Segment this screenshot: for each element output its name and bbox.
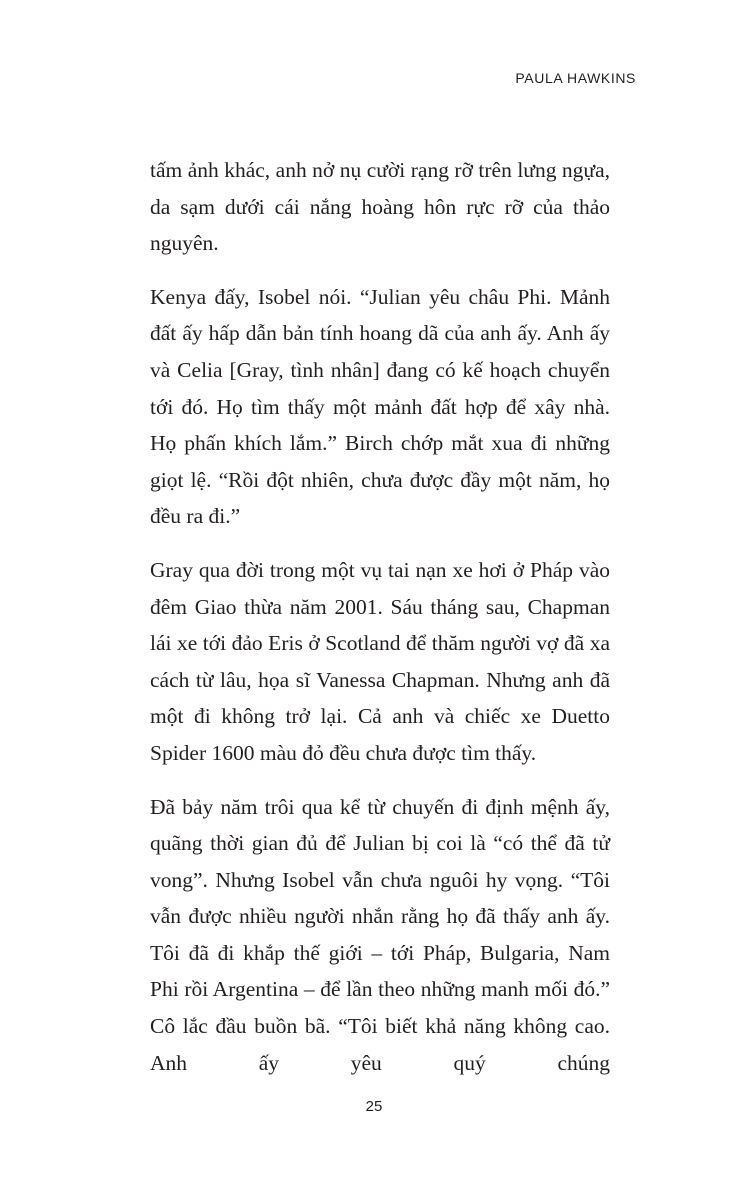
running-header-author: PAULA HAWKINS: [515, 70, 636, 86]
paragraph-3: Gray qua đời trong một vụ tai nạn xe hơi ở Pháp vào đêm Giao thừa năm 2001. Sáu tháng sau, Chapman lái xe tới đảo Eris ở Scotland để thăm người vợ đã xa cách từ lâu, họa sĩ Vanessa Chapman. Nhưng anh đã một đi không trở lại. Cả anh và chiếc xe Duetto Spider 1600 màu đỏ đều chưa được tìm thấy.: [150, 557, 610, 765]
paragraph-4: Đã bảy năm trôi qua kể từ chuyến đi định mệnh ấy, quãng thời gian đủ để Julian bị coi là “có thể đã tử vong”. Nhưng Isobel vẫn chưa nguôi hy vọng. “Tôi vẫn được nhiều người nhắn rằng họ đã thấy anh ấy. Tôi đã đi khắp thế giới – tới Pháp, Bulgaria, Nam Phi rồi Argentina – để lần theo những manh mối đó.” Cô lắc đầu buồn bã. “Tôi biết khả năng không cao. Anh ấy yêu quý chúng: [150, 794, 610, 1075]
paragraph-1: tấm ảnh khác, anh nở nụ cười rạng rỡ trên lưng ngựa, da sạm dưới cái nắng hoàng hôn rực rỡ của thảo nguyên.: [150, 158, 610, 256]
body-text: [150, 152, 610, 1098]
page-number: 25: [365, 1098, 383, 1115]
paragraph-2: Kenya đấy, Isobel nói. “Julian yêu châu Phi. Mảnh đất ấy hấp dẫn bản tính hoang dã của anh ấy. Anh ấy và Celia [Gray, tình nhân] đang có kế hoạch chuyển tới đó. Họ tìm thấy một mảnh đất hợp để xây nhà. Họ phấn khích lắm.” Birch chớp mắt xua đi những giọt lệ. “Rồi đột nhiên, chưa được đầy một năm, họ đều ra đi.”: [150, 284, 610, 529]
